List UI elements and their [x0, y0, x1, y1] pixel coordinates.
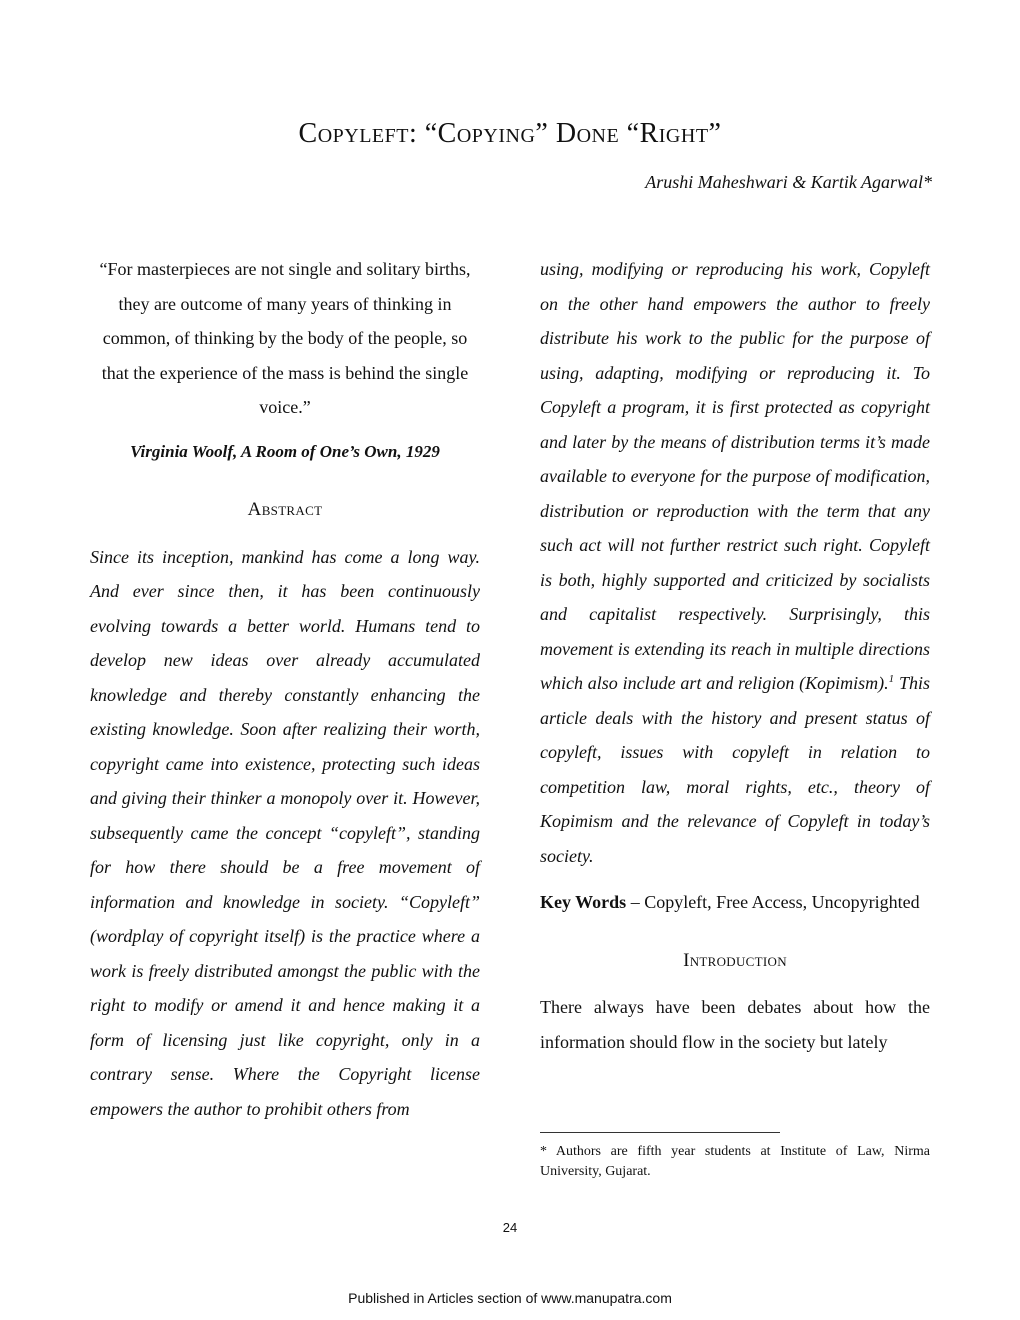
- epigraph-attribution: Virginia Woolf, A Room of One’s Own, 1929: [130, 441, 440, 461]
- abstract-text-part1: Since its inception, mankind has come a long way. And ever since then, it has been continuously evolving towards a better world. Humans tend to develop new ideas over already accumulated knowledge and thereby constantly enhancing the existing knowledge. Soon after realizing their worth, copyright came into existence, protecting such ideas and giving their thinker a monopoly over it. However, subsequently came the concept “copyleft”, standing for how there should be a free movement of information and knowledge in society. “Copyleft” (wordplay of copyright itself) is the practice where a work is freely distributed amongst the public with the right to modify or amend it and hence making it a form of licensing just like copyright, only in a contrary sense. Where the Copyright license empowers the author to prohibit others from: [90, 546, 480, 1119]
- epigraph-quote: “For masterpieces are not single and solitary births, they are outcome of many years of thinking in common, of thinking by the body of the people, so that the experience of the mass is behind the single voice.”: [99, 259, 471, 417]
- abstract-text-part2a: using, modifying or reproducing his work, Copyleft on the other hand empowers the author to freely distribute his work to the public for the purpose of using, adapting, modifying or reproducing it. To Copyleft a program, it is first protected as copyright and later by the means of distribution terms it’s made available to everyone for the purpose of modification, distribution or reproduction with the term that any such act will not further restrict such right. Copyleft is both, highly supported and criticized by socialists and capitalist respectively. Surprisingly, this movement is extending its reach in multiple directions which also include art and religion (Kopimism).: [540, 259, 930, 693]
- introduction-heading: Introduction: [683, 949, 787, 971]
- abstract-text-part2: [540, 252, 930, 873]
- footnote-ref: 1: [888, 673, 895, 685]
- published-footer: Published in Articles section of www.manupatra.com: [348, 1290, 672, 1306]
- introduction-text: There always have been debates about how the information should flow in the society but lately: [540, 997, 930, 1052]
- left-column: [90, 252, 480, 1126]
- keywords: [540, 885, 930, 920]
- abstract-text-part2b: This article deals with the history and present status of copyleft, issues with copyleft in relation to competition law, moral rights, etc., theory of Kopimism and the relevance of Copyleft in today’s society.: [540, 673, 930, 866]
- page-number: 24: [502, 1220, 518, 1235]
- abstract-heading: Abstract: [247, 499, 323, 520]
- author-footnote: * Authors are fifth year students at Institute of Law, Nirma University, Gujarat.: [540, 1144, 930, 1179]
- article-title: Copyleft: “Copying” Done “Right”: [298, 118, 722, 149]
- author-names: Arushi Maheshwari & Kartik Agarwal*: [645, 172, 932, 192]
- keywords-text: – Copyleft, Free Access, Uncopyrighted: [626, 892, 920, 912]
- footnote-divider: [540, 1132, 780, 1133]
- keywords-label: Key Words: [540, 892, 627, 912]
- right-column: [540, 252, 930, 1059]
